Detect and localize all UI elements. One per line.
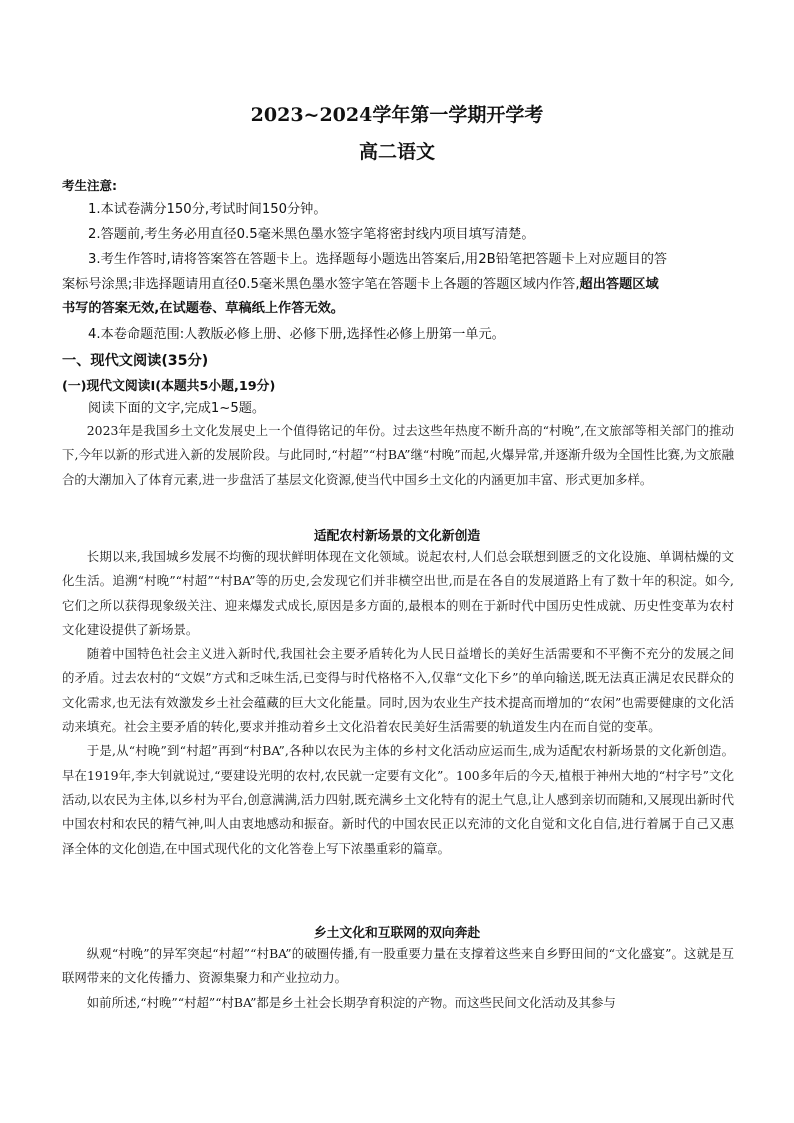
passage-heading-1: 适配农村新场景的文化新创造 [313, 529, 481, 544]
exam-subject: 高二语文 [358, 141, 435, 163]
notice-item-2: 2.答题前,考生务必用直径0.5毫米黑色墨水签字笔将密封线内项目填写清楚。 [88, 227, 535, 242]
passage-block-2 [62, 942, 734, 1015]
part-title: (一)现代文阅读Ⅰ(本题共5小题,19分) [62, 379, 276, 394]
section-title: 一、现代文阅读(35分) [62, 353, 209, 369]
paragraph-1: 长期以来,我国城乡发展不均衡的现状鲜明体现在文化领域。说起农村,人们总会联想到匮乏的文化设施、单调枯燥的文化生活。追溯“村晚”“村超”“村BA”等的历史,会发现它们并非横空出世,而是在各自的发展道路上有了数十年的积淀。如今,它们之所以获得现象级关注、迎来爆发式成长,原因是多方面的,最根本的则在于新时代中国历史性成就、历史性变革为农村文化建设提供了新场景。 [62, 549, 734, 637]
notice-item-1: 1.本试卷满分150分,考试时间150分钟。 [88, 202, 327, 217]
notice-item-3-bold: 超出答题区域 [579, 277, 659, 292]
notice-item-3-line-1: 3.考生作答时,请将答案答在答题卡上。选择题每小题选出答案后,用2B铅笔把答题卡上对应题目的答 [88, 252, 668, 267]
passage-heading-2: 乡土文化和互联网的双向奔赴 [313, 926, 481, 941]
paragraph-5: 如前所述,“村晚”“村超”“村BA”都是乡土社会长期孕育积淀的产物。而这些民间文化活动及其参与 [86, 994, 616, 1010]
instruction: 阅读下面的文字,完成1~5题。 [88, 401, 266, 416]
paragraph-intro: 2023年是我国乡土文化发展史上一个值得铭记的年份。过去这些年热度不断升高的“村晚”,在文旅部等相关部门的推动下,今年以新的形式进入新的发展阶段。与此同时,“村超”“村BA”继“村晚”而起,火爆异常,并逐渐升级为全国性比赛,为文旅融合的大潮加入了体育元素,进一步盘活了基层文化资源,使当代中国乡土文化的内涵更加丰富、形式更加多样。 [62, 423, 734, 487]
paragraph-2: 随着中国特色社会主义进入新时代,我国社会主要矛盾转化为人民日益增长的美好生活需要和不平衡不充分的发展之间的矛盾。过去农村的“文娱”方式和乏味生活,已变得与时代格格不入,仅靠“文化下乡”的单向输送,既无法真正满足农民群众的文化需求,也无法有效激发乡土社会蕴藏的巨大文化能量。同时,因为农业生产技术提高而增加的“农闲”也需要健康的文化活动来填充。社会主要矛盾的转化,要求并推动着乡土文化沿着农民美好生活需要的轨道发生内在而自觉的变革。 [62, 646, 734, 735]
exam-title: 2023~2024学年第一学期开学考 [250, 104, 544, 126]
paragraph-4: 纵观“村晚”的异军突起“村超”“村BA”的破圈传播,有一股重要力量在支撑着这些来自乡野田间的“文化盛宴”。这就是互联网带来的文化传播力、资源集聚力和产业拉动力。 [62, 946, 734, 986]
notice-item-3-line-3: 书写的答案无效,在试题卷、草稿纸上作答无效。 [62, 301, 344, 316]
passage-intro [62, 419, 734, 492]
paragraph-3: 于是,从“村晚”到“村超”再到“村BA”,各种以农民为主体的乡村文化活动应运而生,成为适配农村新场景的文化新创造。早在1919年,李大钊就说过,“要建设光明的农村,农民就一定要有文化”。100多年后的今天,植根于神州大地的“村字号”文化活动,以农民为主体,以乡村为平台,创意满满,活力四射,既充满乡土文化特有的泥土气息,让人感到亲切而随和,又展现出新时代中国农村和农民的精气神,叫人由衷地感动和振奋。新时代的中国农民正以充沛的文化自觉和文化自信,进行着属于自己又惠泽全体的文化创造,在中国式现代化的文化答卷上写下浓墨重彩的篇章。 [62, 743, 734, 856]
notice-heading: 考生注意: [62, 178, 117, 193]
notice-item-3-line-2 [62, 278, 659, 291]
notice-item-3-text: 案标号涂黑;非选择题请用直径0.5毫米黑色墨水签字笔在答题卡上各题的答题区域内作答, [62, 277, 580, 292]
passage-block-1 [62, 545, 734, 861]
notice-item-4: 4.本卷命题范围:人教版必修上册、必修下册,选择性必修上册第一单元。 [88, 327, 505, 342]
